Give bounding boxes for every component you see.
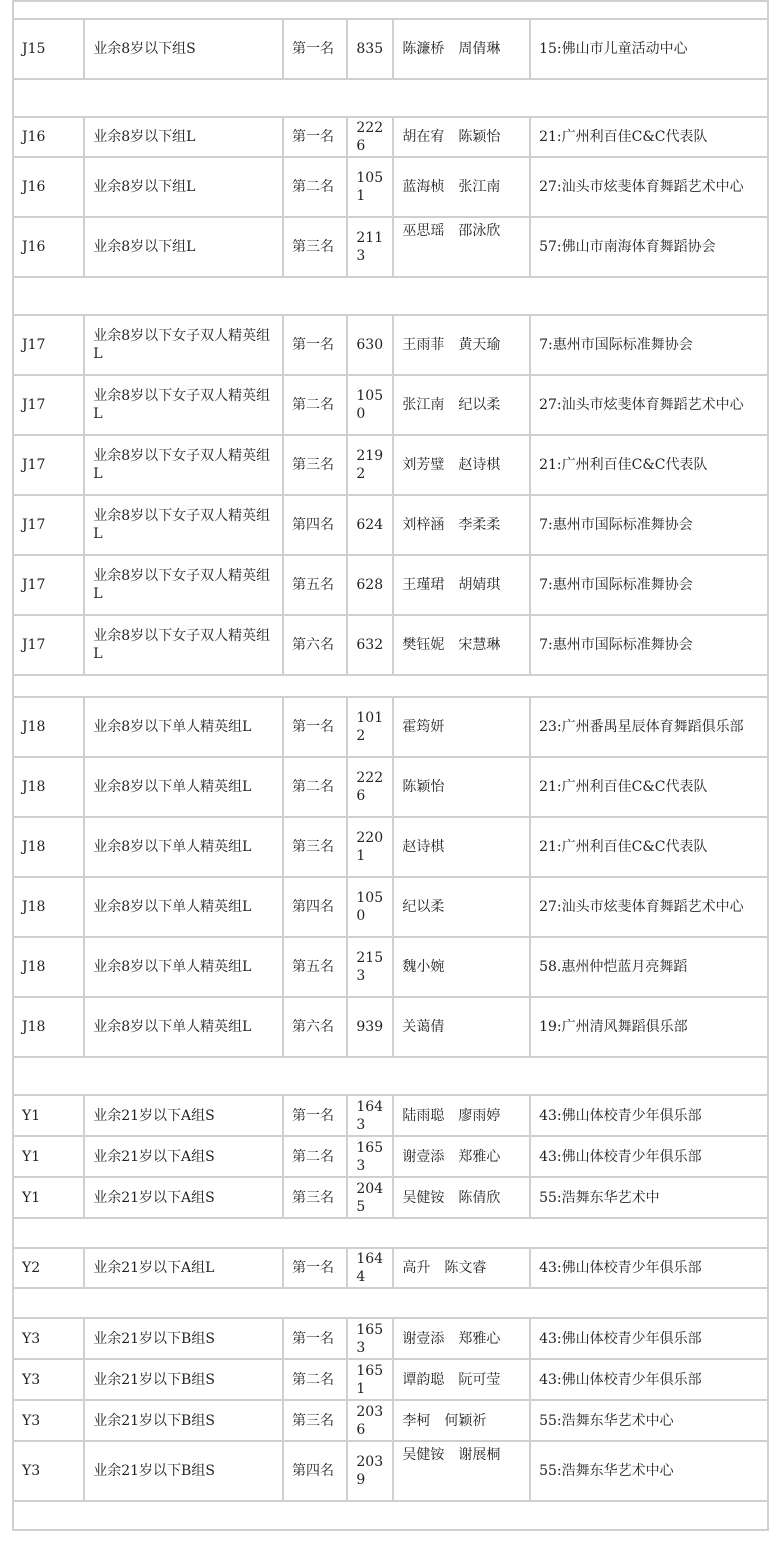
competitor-name: 胡婧琪 (458, 577, 501, 593)
event-name-cell: 业余8岁以下单人精英组L (84, 937, 283, 997)
placement-cell: 第一名 (283, 1248, 347, 1288)
competitor-names-cell (393, 1318, 530, 1359)
competitor-number-cell: 1643 (347, 1095, 393, 1136)
club-cell: 7:惠州市国际标准舞协会 (530, 555, 768, 615)
competitor-name: 陈倩欣 (458, 1189, 501, 1206)
competitor-number-cell: 2153 (347, 937, 393, 997)
event-name-cell: 业余8岁以下女子双人精英组L (84, 555, 283, 615)
placement-cell: 第一名 (283, 1095, 347, 1136)
result-row (13, 1095, 768, 1136)
group-separator-row (13, 1218, 768, 1248)
competitor-name: 刘芳璧 (402, 457, 445, 473)
club-cell: 43:佛山体校青少年俱乐部 (530, 1359, 768, 1400)
entry-code-cell: J18 (13, 817, 84, 877)
competitor-names-cell (393, 997, 530, 1057)
competitor-name: 陈颖怡 (458, 129, 501, 145)
result-row (13, 157, 768, 217)
competitor-name: 陈文睿 (444, 1260, 487, 1276)
club-cell: 7:惠州市国际标准舞协会 (530, 495, 768, 555)
competitor-name: 陈濂桥 (402, 41, 445, 57)
entry-code-cell: Y1 (13, 1177, 84, 1218)
competitor-name: 蓝海桢 (402, 179, 445, 195)
group-separator-row (13, 1501, 768, 1530)
result-row (13, 697, 768, 757)
placement-cell: 第二名 (283, 375, 347, 435)
club-cell: 15:佛山市儿童活动中心 (530, 19, 768, 79)
club-cell: 7:惠州市国际标准舞协会 (530, 615, 768, 675)
placement-cell: 第五名 (283, 555, 347, 615)
event-name-cell: 业余8岁以下单人精英组L (84, 997, 283, 1057)
separator-cell (13, 1288, 768, 1318)
club-cell: 23:广州番禺星辰体育舞蹈俱乐部 (530, 697, 768, 757)
entry-code-cell: J18 (13, 997, 84, 1057)
competitor-number-cell: 1653 (347, 1136, 393, 1177)
entry-code-cell: Y3 (13, 1359, 84, 1400)
entry-code-cell: J18 (13, 937, 84, 997)
entry-code-cell: J15 (13, 19, 84, 79)
result-row (13, 757, 768, 817)
entry-code-cell: J17 (13, 435, 84, 495)
competitor-names-cell (393, 1441, 530, 1501)
entry-code-cell: Y2 (13, 1248, 84, 1288)
competitor-names-cell (393, 19, 530, 79)
competitor-name: 李柯 (402, 1412, 431, 1429)
club-cell: 27:汕头市炫斐体育舞蹈艺术中心 (530, 157, 768, 217)
competitor-name: 谢壹添 (402, 1330, 445, 1347)
competitor-name: 黄天瑜 (458, 337, 501, 353)
event-name-cell: 业余8岁以下单人精英组L (84, 757, 283, 817)
placement-cell: 第四名 (283, 495, 347, 555)
competitor-names-cell (393, 315, 530, 375)
result-row (13, 117, 768, 157)
result-row (13, 435, 768, 495)
competitor-name: 纪以柔 (402, 899, 445, 915)
group-separator-row (13, 1057, 768, 1095)
placement-cell: 第二名 (283, 157, 347, 217)
placement-cell: 第六名 (283, 997, 347, 1057)
club-cell: 55:浩舞东华艺术中 (530, 1177, 768, 1218)
entry-code-cell: J18 (13, 697, 84, 757)
event-name-cell: 业余8岁以下组S (84, 19, 283, 79)
result-row (13, 817, 768, 877)
club-cell: 58.惠州仲恺蓝月亮舞蹈 (530, 937, 768, 997)
result-row (13, 19, 768, 79)
event-name-cell: 业余21岁以下B组S (84, 1318, 283, 1359)
event-name-cell: 业余21岁以下A组S (84, 1095, 283, 1136)
entry-code-cell: J18 (13, 757, 84, 817)
competitor-names-cell (393, 1400, 530, 1441)
event-name-cell: 业余8岁以下组L (84, 117, 283, 157)
competitor-names-cell (393, 495, 530, 555)
competitor-number-cell: 2045 (347, 1177, 393, 1218)
result-row (13, 217, 768, 277)
placement-cell: 第三名 (283, 1400, 347, 1441)
competitor-name: 何颖祈 (444, 1412, 487, 1429)
competitor-name: 纪以柔 (458, 397, 501, 413)
separator-cell (13, 1, 768, 19)
competitor-name: 巫思瑶 (402, 223, 445, 239)
competitor-name: 邵泳欣 (458, 223, 501, 239)
competitor-number-cell: 1651 (347, 1359, 393, 1400)
competitor-number-cell: 2039 (347, 1441, 393, 1501)
entry-code-cell: J16 (13, 157, 84, 217)
result-row (13, 937, 768, 997)
competitor-name: 张江南 (402, 397, 445, 413)
competitor-names-cell (393, 1248, 530, 1288)
competitor-name: 郑雅心 (458, 1148, 501, 1165)
competitor-name: 李柔柔 (458, 517, 501, 533)
competitor-names-cell (393, 1359, 530, 1400)
competitor-names-cell (393, 615, 530, 675)
entry-code-cell: J16 (13, 117, 84, 157)
competitor-name: 谭韵聪 (402, 1371, 445, 1388)
placement-cell: 第一名 (283, 1318, 347, 1359)
club-cell: 19:广州清风舞蹈俱乐部 (530, 997, 768, 1057)
separator-cell (13, 1501, 768, 1530)
event-name-cell: 业余8岁以下单人精英组L (84, 697, 283, 757)
club-cell: 21:广州利百佳C&C代表队 (530, 817, 768, 877)
event-name-cell: 业余21岁以下A组S (84, 1177, 283, 1218)
competitor-name: 陆雨聪 (402, 1107, 445, 1124)
competitor-name: 廖雨婷 (458, 1107, 501, 1124)
separator-cell (13, 277, 768, 315)
placement-cell: 第四名 (283, 1441, 347, 1501)
competitor-name: 霍筠妍 (402, 719, 445, 735)
results-body (13, 1, 768, 1530)
competitor-names-cell (393, 697, 530, 757)
competitor-names-cell (393, 1136, 530, 1177)
competitor-names-cell (393, 555, 530, 615)
event-name-cell: 业余21岁以下B组S (84, 1400, 283, 1441)
entry-code-cell: J16 (13, 217, 84, 277)
club-cell: 7:惠州市国际标准舞协会 (530, 315, 768, 375)
separator-cell (13, 1057, 768, 1095)
event-name-cell: 业余8岁以下女子双人精英组L (84, 435, 283, 495)
competitor-number-cell: 2192 (347, 435, 393, 495)
result-row (13, 315, 768, 375)
club-cell: 55:浩舞东华艺术中心 (530, 1400, 768, 1441)
result-row (13, 1318, 768, 1359)
separator-cell (13, 675, 768, 697)
result-row (13, 1248, 768, 1288)
competitor-names-cell (393, 435, 530, 495)
competitor-number-cell: 624 (347, 495, 393, 555)
placement-cell: 第一名 (283, 315, 347, 375)
competitor-names-cell (393, 1177, 530, 1218)
competitor-names-cell (393, 217, 530, 277)
entry-code-cell: J18 (13, 877, 84, 937)
entry-code-cell: Y3 (13, 1318, 84, 1359)
placement-cell: 第一名 (283, 117, 347, 157)
entry-code-cell: Y1 (13, 1136, 84, 1177)
placement-cell: 第二名 (283, 1136, 347, 1177)
event-name-cell: 业余8岁以下组L (84, 217, 283, 277)
group-separator-row (13, 79, 768, 117)
group-separator-row (13, 675, 768, 697)
competitor-name: 胡在宥 (402, 129, 445, 145)
club-cell: 55:浩舞东华艺术中心 (530, 1441, 768, 1501)
entry-code-cell: Y3 (13, 1400, 84, 1441)
competitor-number-cell: 1050 (347, 375, 393, 435)
competitor-number-cell: 835 (347, 19, 393, 79)
club-cell: 21:广州利百佳C&C代表队 (530, 117, 768, 157)
result-row (13, 1359, 768, 1400)
event-name-cell: 业余8岁以下单人精英组L (84, 817, 283, 877)
placement-cell: 第三名 (283, 817, 347, 877)
competitor-number-cell: 628 (347, 555, 393, 615)
competitor-name: 陈颖怡 (402, 779, 445, 795)
club-cell: 43:佛山体校青少年俱乐部 (530, 1318, 768, 1359)
competitor-names-cell (393, 117, 530, 157)
competitor-number-cell: 1051 (347, 157, 393, 217)
entry-code-cell: J17 (13, 315, 84, 375)
result-row (13, 555, 768, 615)
competitor-number-cell: 1050 (347, 877, 393, 937)
club-cell: 27:汕头市炫斐体育舞蹈艺术中心 (530, 877, 768, 937)
result-row (13, 495, 768, 555)
competitor-name: 谢壹添 (402, 1148, 445, 1165)
placement-cell: 第四名 (283, 877, 347, 937)
competitor-name: 谢展桐 (458, 1447, 501, 1463)
competitor-name: 阮可莹 (458, 1371, 501, 1388)
group-separator-row (13, 1288, 768, 1318)
competitor-number-cell: 2226 (347, 117, 393, 157)
event-name-cell: 业余8岁以下女子双人精英组L (84, 375, 283, 435)
entry-code-cell: Y1 (13, 1095, 84, 1136)
competitor-names-cell (393, 817, 530, 877)
competitor-name: 吴健铵 (402, 1447, 445, 1463)
results-table (12, 0, 769, 1531)
competitor-number-cell: 630 (347, 315, 393, 375)
competitor-names-cell (393, 757, 530, 817)
club-cell: 57:佛山市南海体育舞蹈协会 (530, 217, 768, 277)
competitor-names-cell (393, 375, 530, 435)
entry-code-cell: J17 (13, 555, 84, 615)
event-name-cell: 业余8岁以下组L (84, 157, 283, 217)
placement-cell: 第一名 (283, 19, 347, 79)
competitor-number-cell: 2201 (347, 817, 393, 877)
competitor-names-cell (393, 877, 530, 937)
separator-cell (13, 79, 768, 117)
competitor-name: 魏小婉 (402, 959, 445, 975)
competitor-name: 樊钰妮 (402, 637, 445, 653)
competitor-number-cell: 2036 (347, 1400, 393, 1441)
placement-cell: 第二名 (283, 1359, 347, 1400)
result-row (13, 375, 768, 435)
competitor-name: 张江南 (458, 179, 501, 195)
competitor-names-cell (393, 157, 530, 217)
event-name-cell: 业余21岁以下B组S (84, 1441, 283, 1501)
competitor-name: 高升 (402, 1260, 431, 1276)
group-separator-row (13, 277, 768, 315)
competitor-name: 王瑾珺 (402, 577, 445, 593)
event-name-cell: 业余21岁以下A组S (84, 1136, 283, 1177)
competitor-name: 郑雅心 (458, 1330, 501, 1347)
placement-cell: 第三名 (283, 1177, 347, 1218)
competitor-name: 周倩琳 (458, 41, 501, 57)
competitor-number-cell: 2113 (347, 217, 393, 277)
club-cell: 21:广州利百佳C&C代表队 (530, 435, 768, 495)
event-name-cell: 业余8岁以下单人精英组L (84, 877, 283, 937)
entry-code-cell: J17 (13, 495, 84, 555)
club-cell: 43:佛山体校青少年俱乐部 (530, 1136, 768, 1177)
competitor-number-cell: 1012 (347, 697, 393, 757)
club-cell: 27:汕头市炫斐体育舞蹈艺术中心 (530, 375, 768, 435)
competitor-number-cell: 1644 (347, 1248, 393, 1288)
competitor-name: 王雨菲 (402, 337, 445, 353)
competitor-number-cell: 2226 (347, 757, 393, 817)
entry-code-cell: J17 (13, 615, 84, 675)
result-row (13, 615, 768, 675)
competitor-name: 宋慧琳 (458, 637, 501, 653)
event-name-cell: 业余8岁以下女子双人精英组L (84, 495, 283, 555)
result-row (13, 877, 768, 937)
placement-cell: 第三名 (283, 435, 347, 495)
placement-cell: 第二名 (283, 757, 347, 817)
placement-cell: 第三名 (283, 217, 347, 277)
competitor-name: 关蔼倩 (402, 1019, 445, 1035)
competitor-names-cell (393, 937, 530, 997)
separator-cell (13, 1218, 768, 1248)
result-row (13, 1400, 768, 1441)
competitor-name: 刘梓涵 (402, 517, 445, 533)
result-row (13, 1441, 768, 1501)
event-name-cell: 业余21岁以下B组S (84, 1359, 283, 1400)
placement-cell: 第一名 (283, 697, 347, 757)
result-row (13, 1136, 768, 1177)
placement-cell: 第六名 (283, 615, 347, 675)
club-cell: 21:广州利百佳C&C代表队 (530, 757, 768, 817)
competitor-number-cell: 1653 (347, 1318, 393, 1359)
event-name-cell: 业余8岁以下女子双人精英组L (84, 315, 283, 375)
competitor-name: 吴健铵 (402, 1189, 445, 1206)
club-cell: 43:佛山体校青少年俱乐部 (530, 1095, 768, 1136)
event-name-cell: 业余8岁以下女子双人精英组L (84, 615, 283, 675)
entry-code-cell: Y3 (13, 1441, 84, 1501)
competitor-name: 赵诗棋 (458, 457, 501, 473)
group-separator-row (13, 1, 768, 19)
placement-cell: 第五名 (283, 937, 347, 997)
competitor-number-cell: 632 (347, 615, 393, 675)
competitor-names-cell (393, 1095, 530, 1136)
result-row (13, 1177, 768, 1218)
entry-code-cell: J17 (13, 375, 84, 435)
result-row (13, 997, 768, 1057)
competitor-number-cell: 939 (347, 997, 393, 1057)
competitor-name: 赵诗棋 (402, 839, 445, 855)
club-cell: 43:佛山体校青少年俱乐部 (530, 1248, 768, 1288)
event-name-cell: 业余21岁以下A组L (84, 1248, 283, 1288)
